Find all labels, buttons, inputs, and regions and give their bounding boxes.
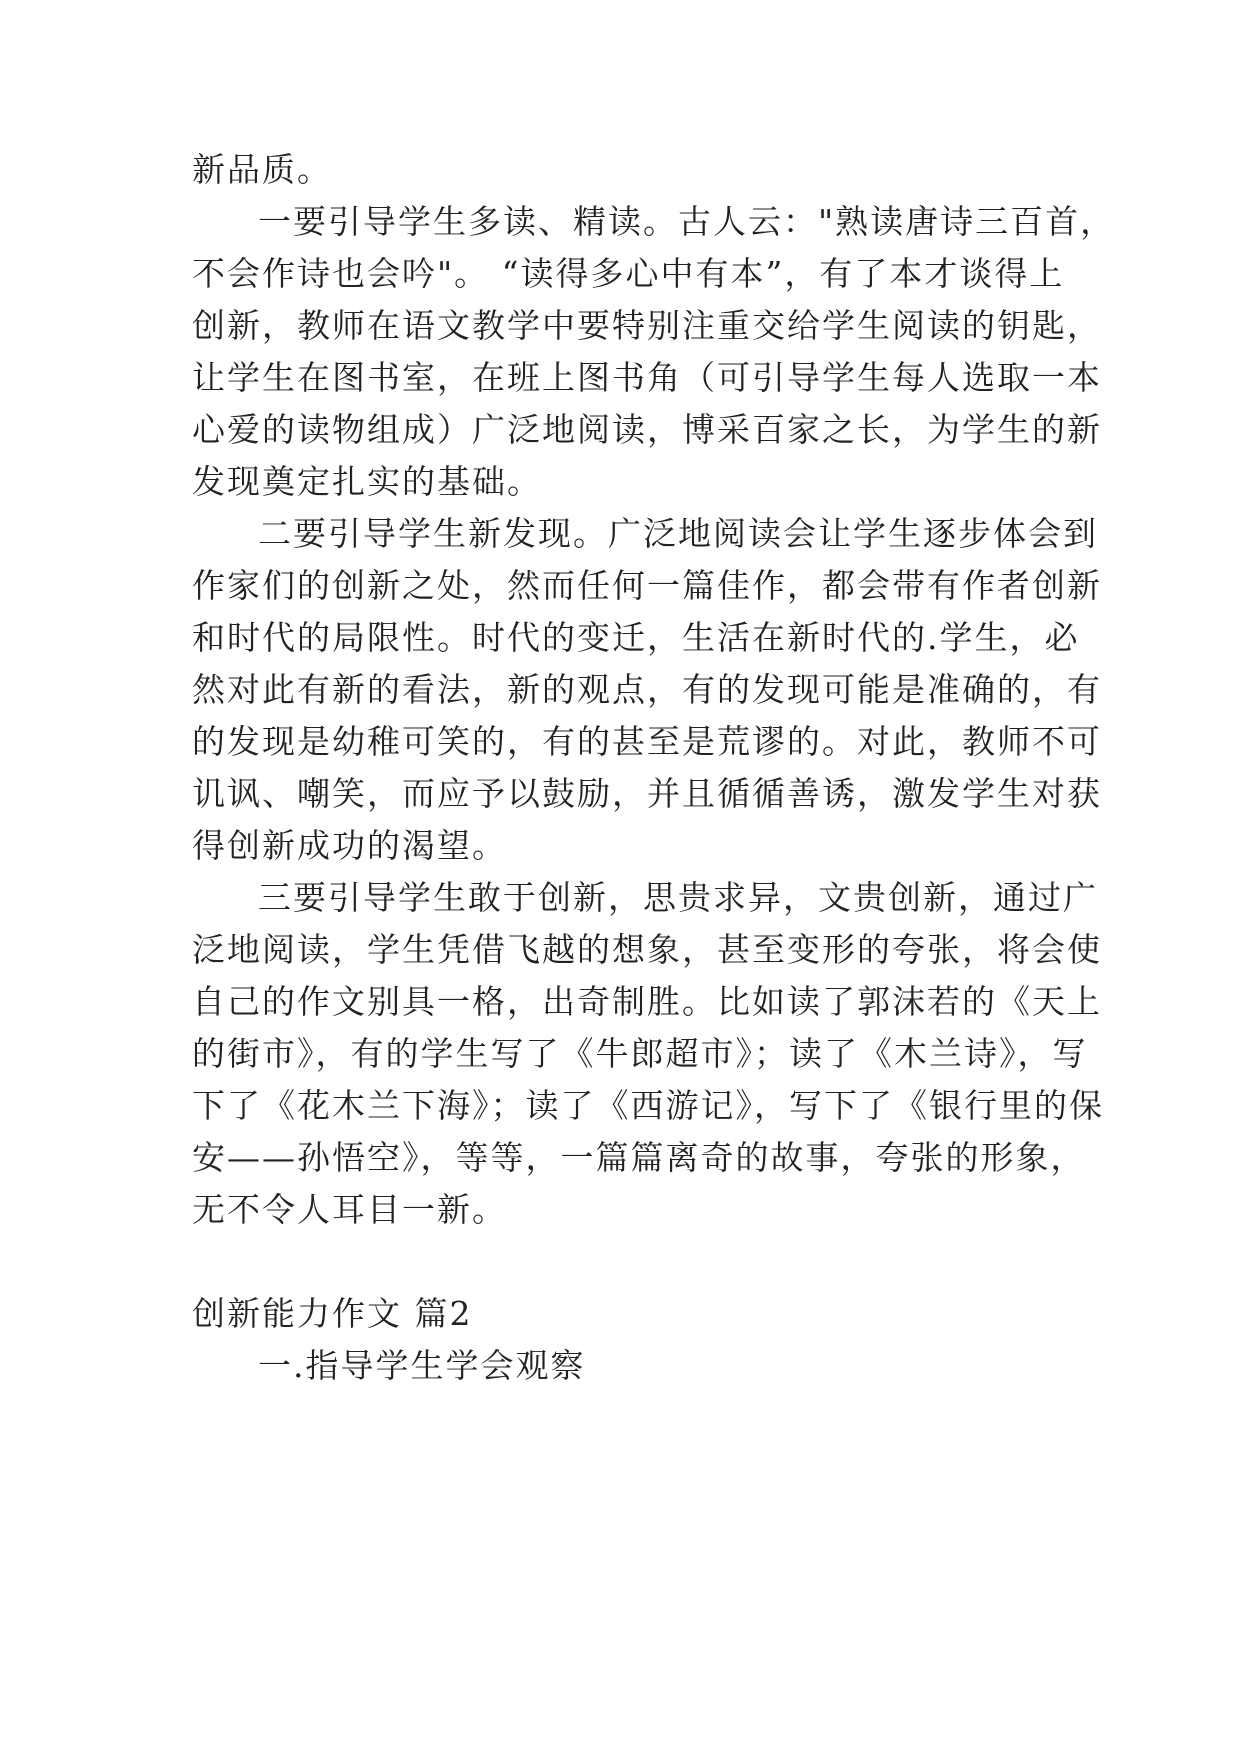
section-heading: 创新能力作文 篇2	[192, 1294, 473, 1333]
paragraph-line: 不会作诗也会吟"。 “读得多心中有本”，有了本才谈得上	[192, 254, 1065, 293]
paragraph-line: 的街市》，有的学生写了《牛郎超市》；读了《木兰诗》，写	[192, 1034, 1088, 1073]
paragraph-line: 一要引导学生多读、精读。古人云："熟读唐诗三百首，	[258, 202, 1116, 241]
paragraph-line: 让学生在图书室，在班上图书角（可引导学生每人选取一本	[192, 358, 1102, 397]
paragraph-line: 和时代的局限性。时代的变迁，生活在新时代的.学生，必	[192, 618, 1080, 657]
paragraph-line: 自己的作文别具一格，出奇制胜。比如读了郭沫若的《天上	[192, 982, 1102, 1021]
paragraph-line: 新品质。	[192, 150, 332, 189]
paragraph-line: 作家们的创新之处，然而任何一篇佳作，都会带有作者创新	[192, 566, 1102, 605]
paragraph-line: 二要引导学生新发现。广泛地阅读会让学生逐步体会到	[258, 514, 1098, 553]
paragraph-line: 三要引导学生敢于创新，思贵求异，文贵创新，通过广	[258, 878, 1098, 917]
paragraph-line: 然对此有新的看法，新的观点，有的发现可能是准确的，有	[192, 670, 1102, 709]
paragraph-line: 发现奠定扎实的基础。	[192, 462, 542, 501]
paragraph-line: 泛地阅读，学生凭借飞越的想象，甚至变形的夸张，将会使	[192, 930, 1102, 969]
paragraph-line: 的发现是幼稚可笑的，有的甚至是荒谬的。对此，教师不可	[192, 722, 1102, 761]
paragraph-line: 讥讽、嘲笑，而应予以鼓励，并且循循善诱，激发学生对获	[192, 774, 1102, 813]
paragraph-line: 安——孙悟空》，等等，一篇篇离奇的故事，夸张的形象，	[192, 1138, 1086, 1177]
sub-heading: 一.指导学生学会观察	[258, 1346, 586, 1385]
paragraph-line: 无不令人耳目一新。	[192, 1190, 507, 1229]
paragraph-line: 创新，教师在语文教学中要特别注重交给学生阅读的钥匙，	[192, 306, 1102, 345]
paragraph-line: 心爱的读物组成）广泛地阅读，博采百家之长，为学生的新	[192, 410, 1102, 449]
paragraph-line: 下了《花木兰下海》；读了《西游记》，写下了《银行里的保	[192, 1086, 1104, 1125]
paragraph-line: 得创新成功的渴望。	[192, 826, 507, 865]
